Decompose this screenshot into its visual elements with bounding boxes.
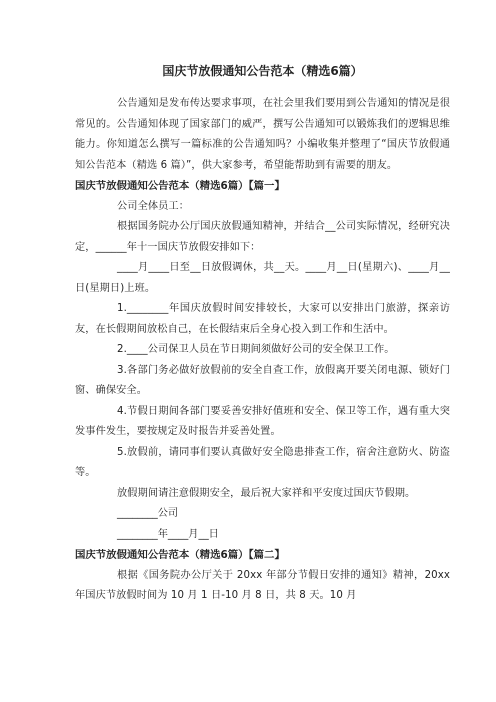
section1-paragraph-1: 根据国务院办公厅国庆放假通知精神，并结合__公司实际情况，经研究决定，______年十一国庆节放假安排如下：	[75, 221, 450, 253]
list-item-2: 2.____公司保卫人员在节日期间须做好公司的安全保卫工作。	[117, 344, 395, 355]
section2-heading: 国庆节放假通知公告范本（精选6篇）【篇二】	[75, 549, 285, 561]
section1-paragraph-2: ____月____日至__日放假调休，共__天。____月__日(星期六)、____月__日(星期日)上班。	[75, 262, 450, 294]
page-title: 国庆节放假通知公告范本（精选6篇）	[162, 64, 363, 78]
list-item-5: 5.放假前，请同事们要认真做好安全隐患排查工作，宿舍注意防火、防盗等。	[75, 446, 450, 478]
section1-heading: 国庆节放假通知公告范本（精选6篇）【篇一】	[75, 180, 285, 192]
signature-company: ________公司	[117, 508, 179, 519]
list-item-4: 4.节假日期间各部门要妥善安排好值班和安全、保卫等工作，遇有重大突发事件发生，要按规定及时报告并妥善处置。	[75, 405, 450, 437]
signature-date: ________年____月__日	[117, 528, 219, 540]
section2-paragraph-1: 根据《国务院办公厅关于 20xx 年部分节假日安排的通知》精神，20xx 年国庆节放假时间为 10 月 1 日-10 月 8 日，共 8 天。10 月	[75, 569, 450, 601]
closing-paragraph: 放假期间请注意假期安全，最后祝大家祥和平安度过国庆节假期。	[117, 487, 416, 499]
list-item-1: 1.________年国庆放假时间安排较长，大家可以安排出门旅游，探亲访友，在长假期间放松自己，在长假结束后全身心投入到工作和生活中。	[75, 303, 450, 335]
intro-paragraph: 公告通知是发布传达要求事项，在社会里我们要用到公告通知的情况是很常见的。公告通知体现了国家部门的威严，撰写公告通知可以锻炼我们的逻辑思维能力。你知道怎么撰写一篇标准的公告通知吗？小编收集并整理了“国庆节放假通知公告范本（精选 6 篇）”，供大家参考，希望能帮助到有需要的朋友。	[75, 98, 450, 171]
salutation: 公司全体员工：	[117, 200, 190, 212]
list-item-3: 3.各部门务必做好放假前的安全自查工作，放假离开要关闭电源、锁好门窗、确保安全。	[75, 364, 450, 396]
